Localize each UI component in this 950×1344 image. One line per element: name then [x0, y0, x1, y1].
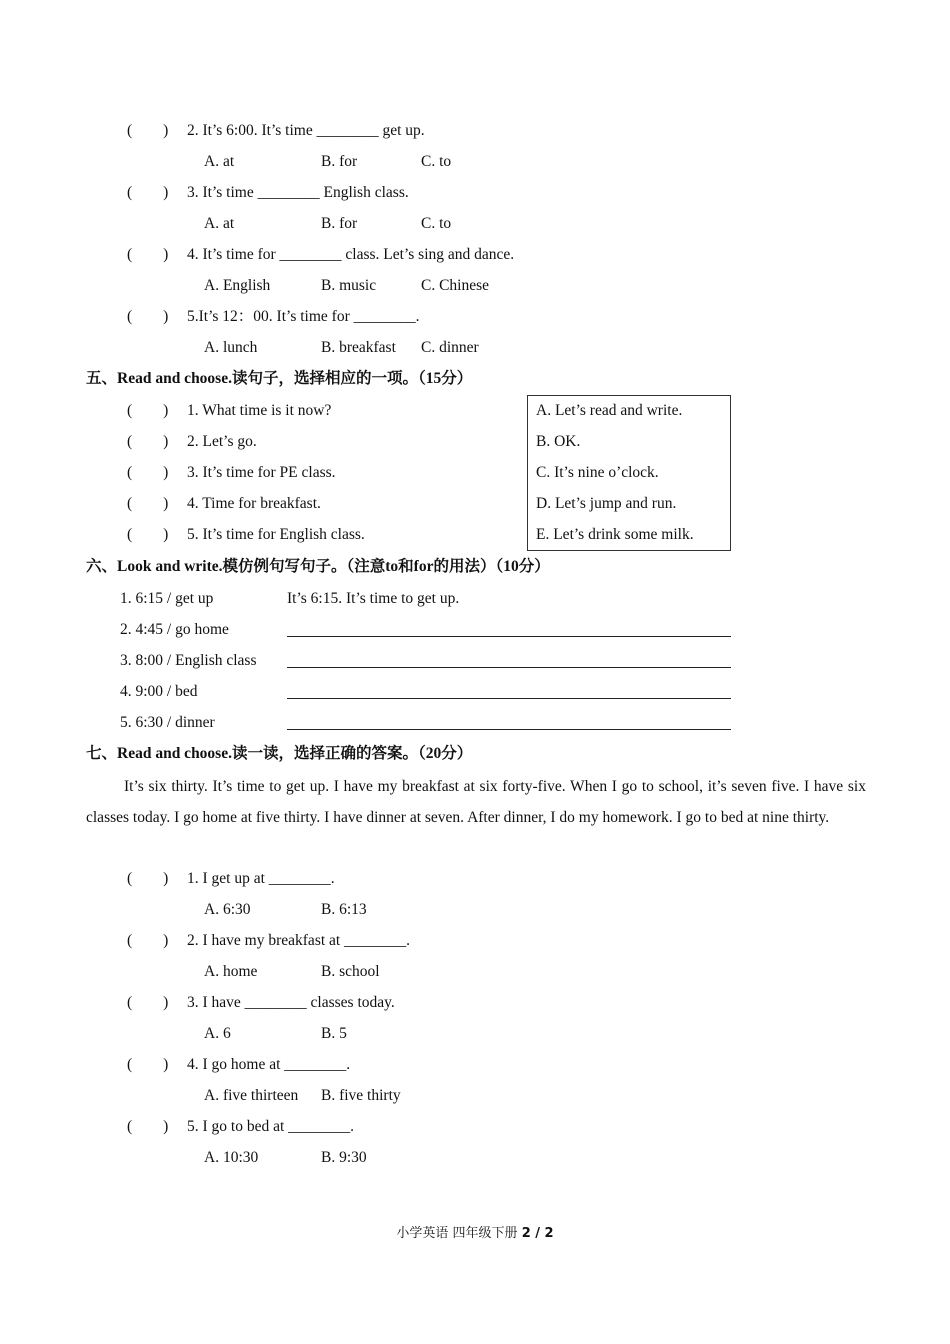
answer-paren[interactable]: ( ) [127, 526, 169, 543]
answer-paren[interactable]: ( ) [127, 464, 169, 481]
section-6-heading: 六、Look and write.模仿例句写句子。（注意to和for的用法）（10分） [86, 558, 550, 575]
box-option: B. OK. [536, 433, 581, 450]
question-text: 5. I go to bed at ________. [187, 1118, 355, 1135]
reading-passage: It’s six thirty. It’s time to get up. I have my breakfast at six forty-five. When I go to school, it’s seven five. I have six classes today. I go home at five thirty. I have dinner at seven. After dinner, I do my homework. I go to bed at nine thirty. [86, 778, 866, 826]
answer-paren[interactable]: ( ) [127, 870, 169, 887]
question-text: 3. It’s time for PE class. [187, 464, 336, 481]
option-a: A. home [204, 963, 258, 980]
answer-paren[interactable]: ( ) [127, 308, 169, 325]
option-b: B. 5 [321, 1025, 347, 1042]
answer-paren[interactable]: ( ) [127, 495, 169, 512]
write-prompt: 4. 9:00 / bed [120, 683, 198, 700]
option-a: A. English [204, 277, 271, 294]
question-text: 3. It’s time ________ English class. [187, 184, 409, 201]
question-text: 2. Let’s go. [187, 433, 257, 450]
option-a: A. 6 [204, 1025, 231, 1042]
option-b: B. school [321, 963, 380, 980]
question-text: 4. It’s time for ________ class. Let’s sing and dance. [187, 246, 515, 263]
option-a: A. 6:30 [204, 901, 251, 918]
option-c: C. to [421, 215, 452, 232]
box-option: A. Let’s read and write. [536, 402, 683, 419]
option-a: A. at [204, 215, 235, 232]
option-c: C. Chinese [421, 277, 490, 294]
option-b: B. for [321, 215, 358, 232]
option-a: A. five thirteen [204, 1087, 299, 1104]
option-b: B. 6:13 [321, 901, 367, 918]
write-prompt: 2. 4:45 / go home [120, 621, 229, 638]
option-a: A. at [204, 153, 235, 170]
option-a: A. 10:30 [204, 1149, 259, 1166]
question-text: 1. I get up at ________. [187, 870, 335, 887]
box-option: C. It’s nine o’clock. [536, 464, 659, 481]
answer-paren[interactable]: ( ) [127, 122, 169, 139]
page-footer [0, 1225, 950, 1243]
option-b: B. 9:30 [321, 1149, 367, 1166]
question-text: 4. Time for breakfast. [187, 495, 321, 512]
question-text: 5.It’s 12：00. It’s time for ________. [187, 308, 420, 325]
box-option: E. Let’s drink some milk. [536, 526, 694, 543]
answer-paren[interactable]: ( ) [127, 932, 169, 949]
question-text: 5. It’s time for English class. [187, 526, 365, 543]
question-text: 4. I go home at ________. [187, 1056, 351, 1073]
option-b: B. for [321, 153, 358, 170]
box-option: D. Let’s jump and run. [536, 495, 677, 512]
section-5-heading: 五、Read and choose.读句子，选择相应的一项。（15分） [86, 370, 473, 387]
write-prompt: 3. 8:00 / English class [120, 652, 257, 669]
example-answer: It’s 6:15. It’s time to get up. [287, 590, 460, 607]
answer-line[interactable] [287, 729, 731, 730]
answer-paren[interactable]: ( ) [127, 994, 169, 1011]
question-text: 2. I have my breakfast at ________. [187, 932, 410, 949]
answer-paren[interactable]: ( ) [127, 1056, 169, 1073]
question-text: 1. What time is it now? [187, 402, 332, 419]
page-number: 2 / 2 [521, 1226, 554, 1241]
option-b: B. five thirty [321, 1087, 401, 1104]
write-prompt: 1. 6:15 / get up [120, 590, 214, 607]
answer-line[interactable] [287, 698, 731, 699]
question-text: 3. I have ________ classes today. [187, 994, 395, 1011]
answer-line[interactable] [287, 667, 731, 668]
answer-paren[interactable]: ( ) [127, 184, 169, 201]
section-7-heading: 七、Read and choose.读一读，选择正确的答案。（20分） [86, 745, 473, 762]
option-a: A. lunch [204, 339, 258, 356]
write-prompt: 5. 6:30 / dinner [120, 714, 215, 731]
answer-paren[interactable]: ( ) [127, 1118, 169, 1135]
question-text: 2. It’s 6:00. It’s time ________ get up. [187, 122, 425, 139]
option-c: C. to [421, 153, 452, 170]
footer-label: 小学英语 四年级下册 [396, 1226, 518, 1241]
answer-paren[interactable]: ( ) [127, 402, 169, 419]
option-b: B. music [321, 277, 377, 294]
option-c: C. dinner [421, 339, 479, 356]
answer-line[interactable] [287, 636, 731, 637]
answer-paren[interactable]: ( ) [127, 433, 169, 450]
answer-paren[interactable]: ( ) [127, 246, 169, 263]
option-b: B. breakfast [321, 339, 396, 356]
